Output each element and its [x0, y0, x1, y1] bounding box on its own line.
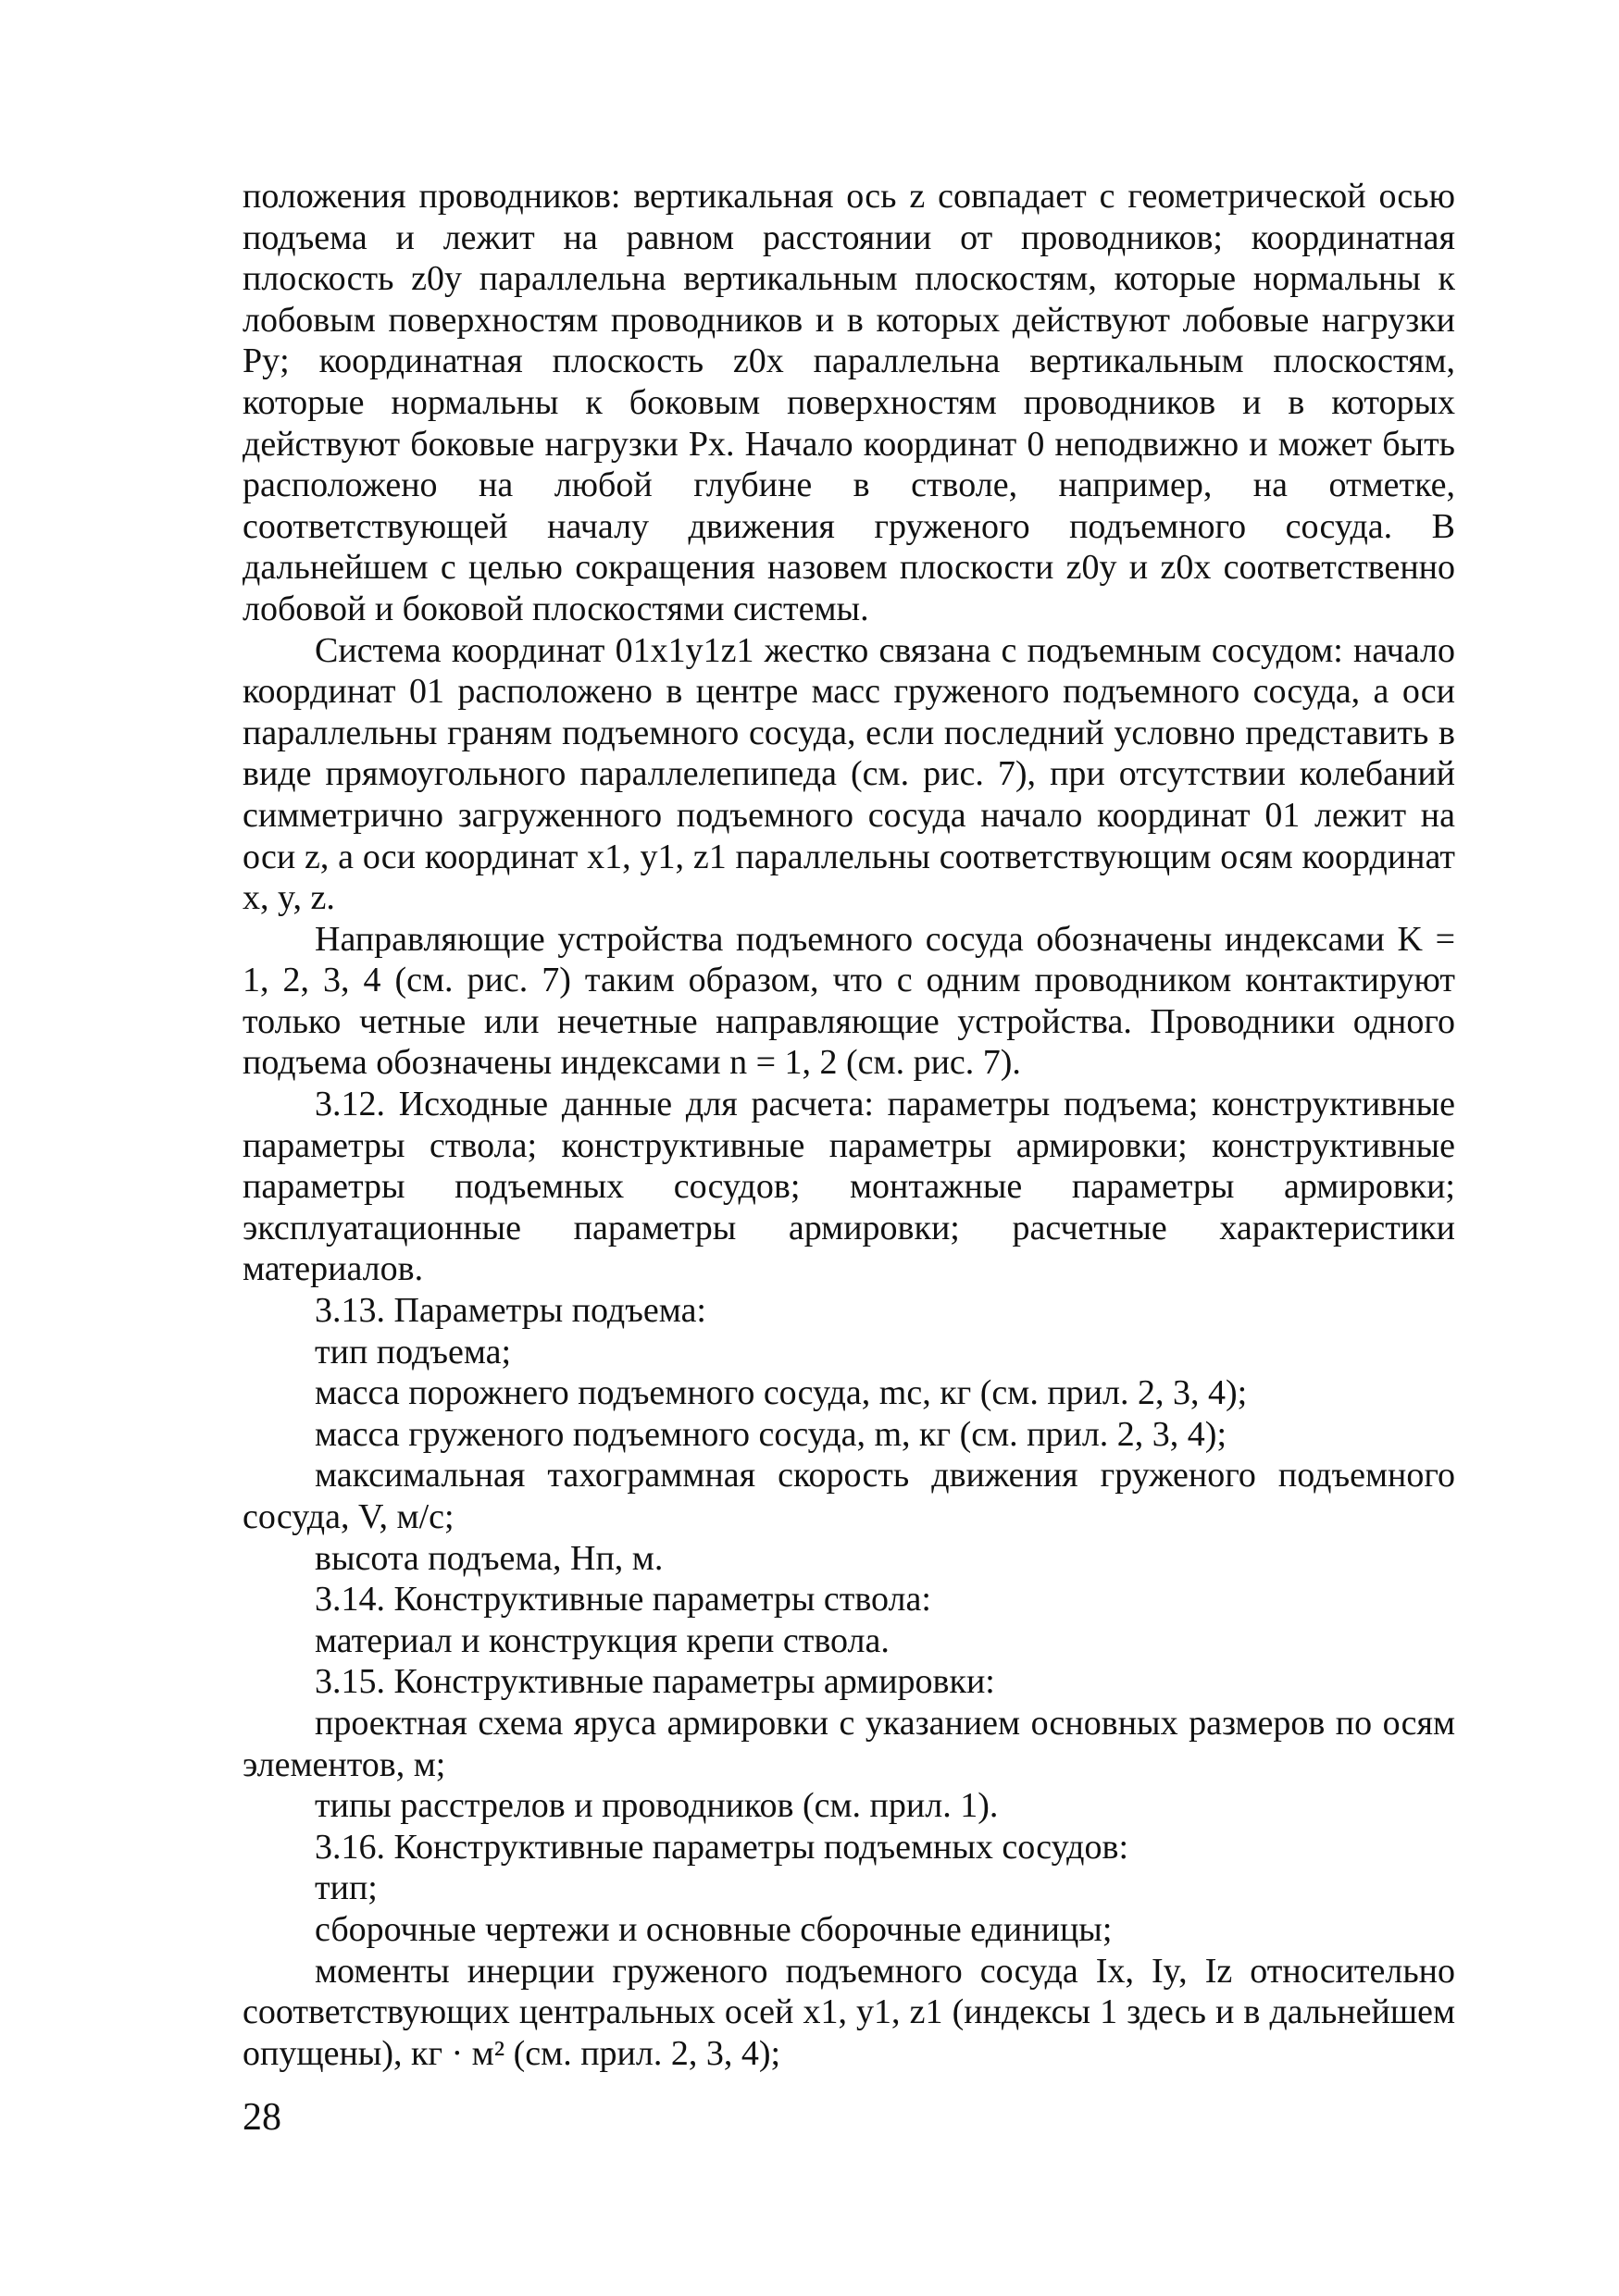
list-item-loaded-vessel-mass: масса груженого подъемного сосуда, m, кг (см. прил. 2, 3, 4);: [315, 1414, 1227, 1454]
list-item-hoist-height: высота подъема, Hп, м.: [315, 1538, 664, 1578]
list-item-buntons-guides: типы расстрелов и проводников (см. прил. 1).: [315, 1786, 999, 1826]
paragraph-moving-coordinate-system: Система координат 01x1y1z1 жестко связана с подъемным сосудом: начало координат 01 расположено в центре масс груженого подъемного сосуда, а оси параллельны граням подъемного сосуда, если последний условно представить в виде прямоугольного параллелепипеда (см. рис. 7), при отсутствии колебаний симметрично загруженного подъемного сосуда начало координат 01 лежит на оси z, а оси координат x1, y1, z1 параллельны соответствующим осям координат x, y, z.: [243, 630, 1455, 918]
list-item-design-scheme: проектная схема яруса армировки с указанием основных размеров по осям элементов, м;: [243, 1703, 1455, 1784]
paragraph-section-3-15-heading: 3.15. Конструктивные параметры армировки:: [315, 1662, 995, 1702]
list-item-empty-vessel-mass: масса порожнего подъемного сосуда, mс, кг (см. прил. 2, 3, 4);: [315, 1373, 1248, 1413]
paragraph-section-3-16-heading: 3.16. Конструктивные параметры подъемных сосудов:: [315, 1827, 1129, 1867]
list-item-assembly-drawings: сборочные чертежи и основные сборочные единицы;: [315, 1909, 1113, 1949]
paragraph-coordinate-system-description: положения проводников: вертикальная ось z совпадает с геометрической осью подъема и лежит на равном расстоянии от проводников; координатная плоскость z0y параллельна вертикальным плоскостям, которые нормальны к лобовым поверхностям проводников и в которых действуют лобовые нагрузки Py; координатная плоскость z0x параллельна вертикальным плоскостям, которые нормальны к боковым поверхностям проводников и в которых действуют боковые нагрузки Px. Начало координат 0 неподвижно и может быть расположено на любой глубине в стволе, например, на отметке, соответствующей началу движения груженого подъемного сосуда. В дальнейшем с целью сокращения назовем плоскости z0y и z0x соответственно лобовой и боковой плоскостями системы.: [243, 177, 1455, 628]
page-number: 28: [243, 2096, 281, 2139]
list-item-vessel-type: тип;: [315, 1868, 378, 1908]
list-item-max-speed: максимальная тахограммная скорость движения груженого подъемного сосуда, V, м/с;: [243, 1456, 1455, 1536]
body-text: [243, 176, 1455, 2074]
paragraph-section-3-12: 3.12. Исходные данные для расчета: параметры подъема; конструктивные параметры ствола; конструктивные параметры армировки; конструктивные параметры подъемных сосудов; монтажные параметры армировки; эксплуатационные параметры армировки; расчетные характеристики материалов.: [243, 1085, 1455, 1289]
list-item-moments-of-inertia: моменты инерции груженого подъемного сосуда Ix, Iy, Iz относительно соответствующих центральных осей x1, y1, z1 (индексы 1 здесь и в дальнейшем опущены), кг · м² (см. прил. 2, 3, 4);: [243, 1951, 1455, 2073]
paragraph-guide-device-indices: Направляющие устройства подъемного сосуда обозначены индексами K = 1, 2, 3, 4 (см. рис. 7) таким образом, что с одним проводником контактируют только четные или нечетные направляющие устройства. Проводники одного подъема обозначены индексами n = 1, 2 (см. рис. 7).: [243, 919, 1455, 1083]
paragraph-section-3-14-heading: 3.14. Конструктивные параметры ствола:: [315, 1580, 931, 1620]
list-item-shaft-lining: материал и конструкция крепи ствола.: [315, 1620, 890, 1660]
list-item-hoist-type: тип подъема;: [315, 1332, 512, 1371]
paragraph-section-3-13-heading: 3.13. Параметры подъема:: [315, 1291, 706, 1331]
